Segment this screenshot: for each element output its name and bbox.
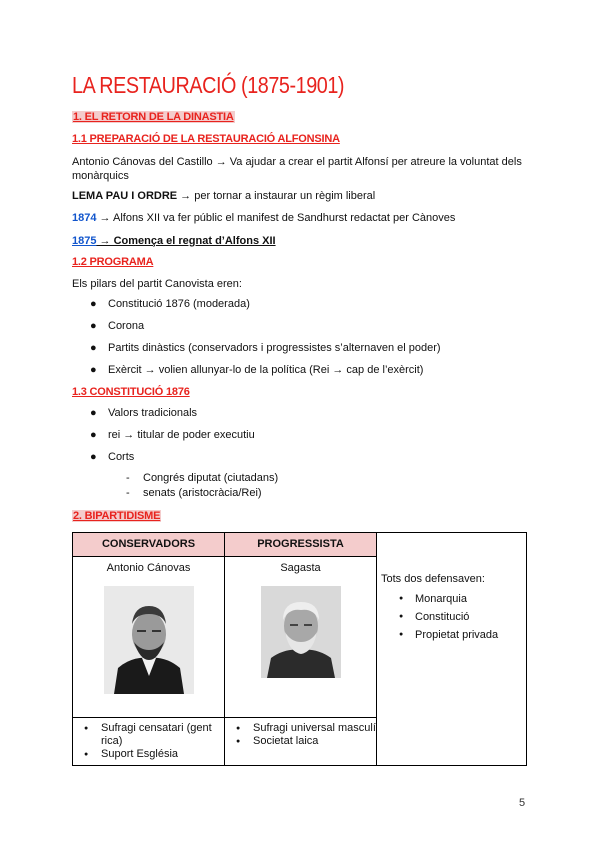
list-item: ● Propietat privada [415,629,526,641]
text-1874: → Alfons XII va fer públic el manifest de Sandhurst redactat per Cànoves [96,212,456,224]
page-title: LA RESTAURACIÓ (1875-1901) [72,72,345,98]
subsection-heading-1-2: 1.2 PROGRAMA [72,256,154,268]
header-conservadors: CONSERVADORS [73,533,225,557]
list-item: ● Monarquia [415,593,526,605]
sagasta-portrait-image [261,586,341,678]
year-1875: 1875 [72,235,97,247]
sub-list-item: - Congrés diputat (ciutadans) [126,472,279,484]
lema-rest: → per tornar a instaurar un règim liberal [177,190,376,202]
paragraph-1874 [72,211,455,225]
name-canovas: Antonio Cánovas [106,562,191,574]
list-item: ● Sufragi universal masculí [253,722,376,735]
subsection-heading-1-3: 1.3 CONSTITUCIÓ 1876 [72,386,190,398]
section-heading-2: 2. BIPARTIDISME [73,510,161,522]
list-item: ● Societat laica [253,735,376,748]
sub-list-item: - senats (aristocràcia/Rei) [126,487,262,499]
canovas-portrait-image [104,586,194,694]
list-item: ● Sufragi censatari (gent rica) [101,722,224,748]
paragraph-lema [72,189,375,203]
bipartidisme-table [72,532,527,766]
list-item: ● Valors tradicionals [90,407,198,419]
paragraph-1875 [72,234,276,248]
list-item: ● rei → titular de poder executiu [90,429,255,441]
subsection-heading-1-1: 1.1 PREPARACIÓ DE LA RESTAURACIÓ ALFONSINA [72,133,340,145]
lema-bold: LEMA PAU I ORDRE [72,190,178,202]
header-progressista: PROGRESSISTA [225,533,377,557]
conservador-features [73,718,225,766]
text-1875: → Comença el regnat d’Alfons XII [96,235,276,247]
section-heading-1: 1. EL RETORN DE LA DINASTIA [73,111,234,123]
progressista-cell [225,557,377,718]
list-item: ● Suport Església [101,748,224,761]
progressista-features [225,718,377,766]
list-item: ● Partits dinàstics (conservadors i progressistes s’alternaven el poder) [90,342,441,354]
programa-intro: Els pilars del partit Canovista eren: [72,278,242,290]
list-item: ● Exèrcit → volien allunyar-lo de la política (Rei → cap de l’exèrcit) [90,364,424,376]
list-item: ● Corona [90,320,145,332]
conservador-cell [73,557,225,718]
name-sagasta: Sagasta [280,562,321,574]
shared-intro: Tots dos defensaven: [381,573,485,585]
year-1874: 1874 [72,212,97,224]
list-item: ● Constitució 1876 (moderada) [90,298,250,310]
list-item: ● Corts [90,451,135,463]
page-number: 5 [519,797,526,809]
shared-list [381,593,526,641]
shared-cell [377,533,527,766]
paragraph-canovas: Antonio Cánovas del Castillo → Va ajudar a crear el partit Alfonsí per atreure la voluntat dels monàrquics [72,156,522,182]
list-item: ● Constitució [415,611,526,623]
